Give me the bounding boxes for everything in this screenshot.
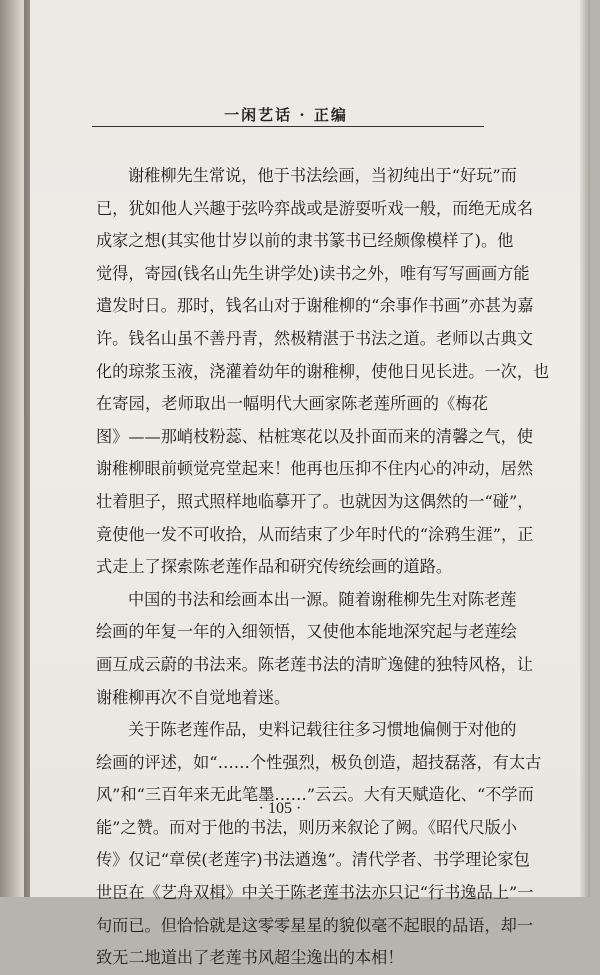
running-header: 一闲艺话 · 正编 <box>224 106 348 124</box>
paragraph-3 <box>96 714 542 975</box>
text-line: 成家之想(其实他廿岁以前的隶书篆书已经颇像模样了)。他 <box>96 231 514 251</box>
text-line: 谢稚柳先生常说，他于书法绘画，当初纯出于“好玩”而 <box>128 166 517 185</box>
text-line: 壮着胆子，照式照样地临摹开了。也就因为这偶然的一“碰”， <box>96 491 534 511</box>
text-line: 已，犹如他人兴趣于弦吟弈战或是游耍听戏一般，而绝无成名 <box>96 198 534 218</box>
paragraph-2 <box>96 584 534 714</box>
page-number: · 105 · <box>258 800 302 817</box>
paragraph-1 <box>96 160 550 584</box>
text-line: 风”和“三百年来无此笔墨……”云云。大有天赋造化、“不学而 <box>96 785 534 805</box>
page-edge-shading <box>580 0 590 897</box>
body-text <box>96 160 550 975</box>
text-line: 在寄园，老师取出一幅明代大画家陈老莲所画的《梅花 <box>96 394 488 414</box>
text-line: 句而已。但恰恰就是这零零星星的貌似毫不起眼的品语，却一 <box>96 915 534 935</box>
text-line: 画互成云蔚的书法来。陈老莲书法的清旷逸健的独特风格，让 <box>96 654 534 674</box>
text-line: 绘画的评述，如“……个性强烈，极负创造，超技磊落，有太古 <box>96 752 542 772</box>
text-line: 关于陈老莲作品，史料记载往往多习惯地偏侧于对他的 <box>128 720 517 740</box>
text-line: 觉得，寄园(钱名山先生讲学处)读书之外，唯有写写画画方能 <box>96 263 530 283</box>
text-line: 能”之赞。而对于他的书法，则历来叙论了阙。《昭代尺版小 <box>96 817 518 837</box>
text-line: 谢稚柳再次不自觉地着迷。 <box>96 687 291 707</box>
text-line: 竟使他一发不可收拾，从而结束了少年时代的“涂鸦生涯”，正 <box>96 524 534 544</box>
text-line: 式走上了探索陈老莲作品和研究传统绘画的道路。 <box>96 557 453 577</box>
text-line: 世臣在《艺舟双楫》中关于陈老莲书法亦只记“行书逸品上”一 <box>96 883 534 903</box>
header-rule <box>92 126 484 127</box>
text-line: 绘画的年复一年的入细领悟，又使他本能地深究起与老莲绘 <box>96 622 517 642</box>
text-line: 遣发时日。那时，钱名山对于谢稚柳的“余事作书画”亦甚为嘉 <box>96 296 534 316</box>
text-line: 化的琼浆玉液，浇灌着幼年的谢稚柳，使他日见长进。一次，也 <box>96 361 550 381</box>
text-line: 许。钱名山虽不善丹青，然极精湛于书法之道。老师以古典文 <box>96 328 534 348</box>
text-line: 传》仅记“章侯(老莲字)书法遒逸”。清代学者、书学理论家包 <box>96 850 530 870</box>
text-line: 图》——那峭枝粉蕊、枯桩寒花以及扑面而来的清馨之气，使 <box>96 426 534 446</box>
text-line: 谢稚柳眼前顿觉亮堂起来！他再也压抑不住内心的冲动，居然 <box>96 459 534 479</box>
text-line: 中国的书法和绘画本出一源。随着谢稚柳先生对陈老莲 <box>128 589 517 609</box>
text-line: 致无二地道出了老莲书风超尘逸出的本相！ <box>96 948 404 968</box>
